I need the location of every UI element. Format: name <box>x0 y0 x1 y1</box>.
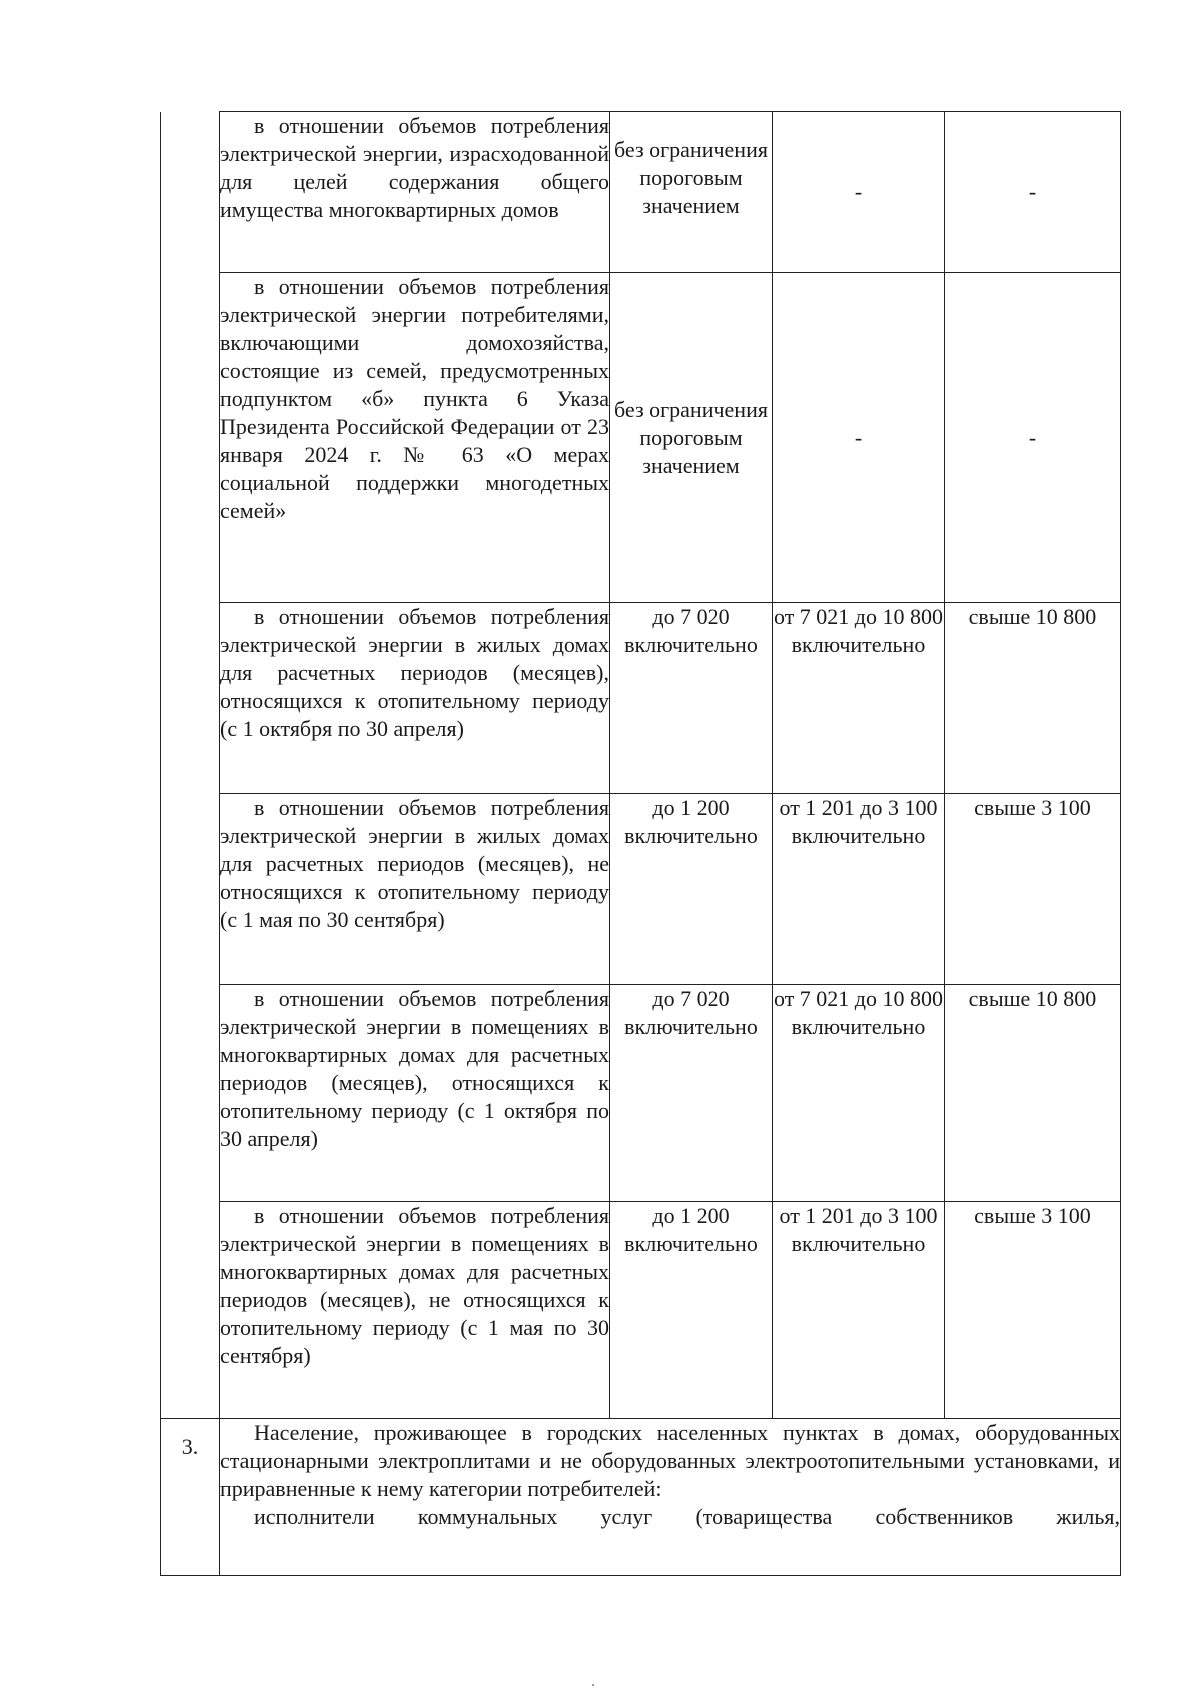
row-number-cell <box>161 112 220 1419</box>
page-mark <box>592 1684 594 1686</box>
threshold-low-cell: без ограничения пороговым значением <box>610 112 773 273</box>
section-3-paragraph: исполнители коммунальных услуг (товарищества собственников жилья, <box>254 1504 1120 1529</box>
threshold-high-cell: свыше 10 800 <box>945 603 1121 794</box>
threshold-mid-cell: от 1 201 до 3 100 включительно <box>773 794 945 985</box>
table-row <box>161 273 1121 603</box>
threshold-mid-cell: от 7 021 до 10 800 включительно <box>773 985 945 1202</box>
table-row <box>161 603 1121 794</box>
threshold-mid-cell: от 1 201 до 3 100 включительно <box>773 1202 945 1419</box>
table-row <box>161 1202 1121 1419</box>
threshold-low-cell: до 7 020 включительно <box>610 603 773 794</box>
threshold-low-cell: до 7 020 включительно <box>610 985 773 1202</box>
table-row <box>161 985 1121 1202</box>
threshold-low-cell: до 1 200 включительно <box>610 1202 773 1419</box>
threshold-low-cell: без ограничения пороговым значением <box>610 273 773 603</box>
threshold-high-cell: свыше 3 100 <box>945 1202 1121 1419</box>
threshold-mid-cell: - <box>773 273 945 603</box>
threshold-high-cell: свыше 10 800 <box>945 985 1121 1202</box>
row-number-cell: 3. <box>161 1419 220 1576</box>
row-description: в отношении объемов потребления электрической энергии в помещениях в многоквартирных домах для расчетных периодов (месяцев), не относящихся к отопительному периоду (с 1 мая по 30 сентября) <box>220 1202 610 1419</box>
table-row <box>161 112 1121 273</box>
table-row <box>161 1419 1121 1576</box>
threshold-low-cell: до 1 200 включительно <box>610 794 773 985</box>
table-row <box>161 794 1121 985</box>
threshold-high-cell: свыше 3 100 <box>945 794 1121 985</box>
row-description: в отношении объемов потребления электрической энергии в помещениях в многоквартирных домах для расчетных периодов (месяцев), относящихся к отопительному периоду (с 1 октября по 30 апреля) <box>220 985 610 1202</box>
row-description: в отношении объемов потребления электрической энергии в жилых домах для расчетных периодов (месяцев), относящихся к отопительному периоду (с 1 октября по 30 апреля) <box>220 603 610 794</box>
section-3-paragraph: Население, проживающее в городских населенных пунктах в домах, оборудованных стационарными электроплитами и не оборудованных электроотопительными установками, и приравненные к нему категории потребителей: <box>220 1420 1120 1501</box>
threshold-high-cell: - <box>945 273 1121 603</box>
row-description: в отношении объемов потребления электрической энергии в жилых домах для расчетных периодов (месяцев), не относящихся к отопительному периоду (с 1 мая по 30 сентября) <box>220 794 610 985</box>
section-3-text <box>220 1419 1121 1576</box>
tariff-table <box>160 111 1121 1576</box>
threshold-mid-cell: - <box>773 112 945 273</box>
row-description: в отношении объемов потребления электрической энергии, израсходованной для целей содержания общего имущества многоквартирных домов <box>220 112 610 273</box>
row-description: в отношении объемов потребления электрической энергии потребителями, включающими домохозяйства, состоящие из семей, предусмотренных подпунктом «б» пункта 6 Указа Президента Российской Федерации от 23 января 2024 г. № 63 «О мерах социальной поддержки многодетных семей» <box>220 273 610 603</box>
threshold-high-cell: - <box>945 112 1121 273</box>
threshold-mid-cell: от 7 021 до 10 800 включительно <box>773 603 945 794</box>
